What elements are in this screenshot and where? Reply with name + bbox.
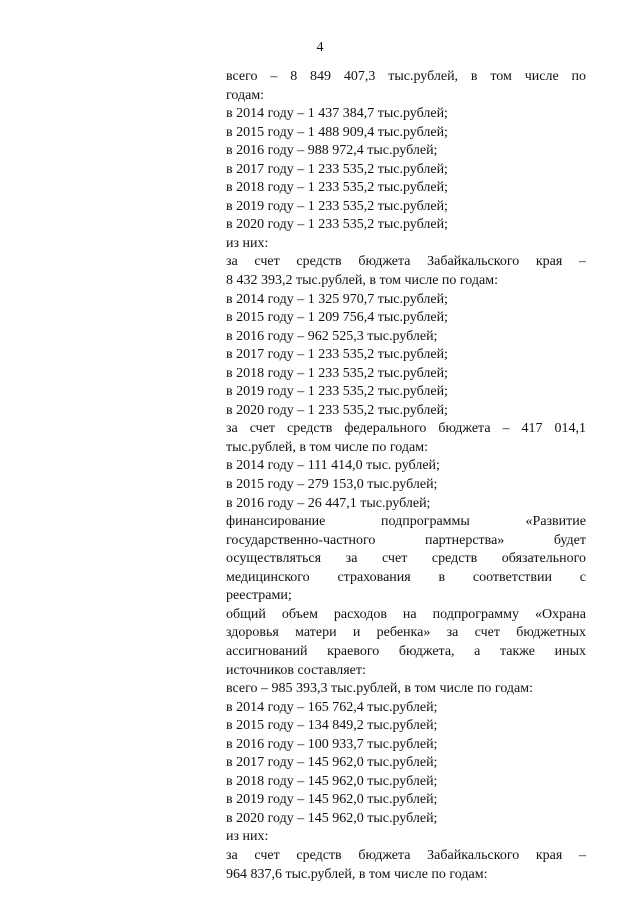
text-line: ассигнований краевого бюджета, а также иных [226,643,586,659]
text-line: за счет средств бюджета Забайкальского края – [226,847,586,863]
text-line: за счет средств бюджета Забайкальского края – [226,254,586,270]
text-line: осуществляться за счет средств обязательного [226,551,586,567]
text-line: в 2014 году – 1 437 384,7 тыс.рублей; [226,106,448,122]
text-line: медицинского страхования в соответствии с [226,569,586,585]
text-line: в 2014 году – 165 762,4 тыс.рублей; [226,699,438,715]
text-line: в 2020 году – 1 233 535,2 тыс.рублей; [226,402,448,418]
text-line: в 2014 году – 1 325 970,7 тыс.рублей; [226,291,448,307]
text-line: в 2016 году – 988 972,4 тыс.рублей; [226,143,438,159]
text-line: всего – 985 393,3 тыс.рублей, в том числе по годам: [226,681,534,697]
text-line: общий объем расходов на подпрограмму «Охрана [226,606,586,622]
text-line: в 2015 году – 279 153,0 тыс.рублей; [226,477,438,493]
text-line: в 2015 году – 1 488 909,4 тыс.рублей; [226,124,448,140]
text-line: 964 837,6 тыс.рублей, в том числе по годам: [226,866,488,882]
text-line: в 2015 году – 1 209 756,4 тыс.рублей; [226,310,448,326]
text-line: в 2016 году – 962 525,3 тыс.рублей; [226,328,438,344]
page-number: 4 [316,40,324,55]
text-line: в 2018 году – 1 233 535,2 тыс.рублей; [226,180,448,196]
text-line: в 2014 году – 111 414,0 тыс. рублей; [226,458,440,474]
text-line: в 2018 году – 1 233 535,2 тыс.рублей; [226,365,448,381]
text-line: в 2019 году – 1 233 535,2 тыс.рублей; [226,384,448,400]
text-line: из них: [226,235,269,251]
text-line: в 2015 году – 134 849,2 тыс.рублей; [226,718,438,734]
text-line: здоровья матери и ребенка» за счет бюджетных [226,625,586,641]
text-line: за счет средств федерального бюджета – 417 014,1 [226,421,586,437]
text-line: в 2019 году – 145 962,0 тыс.рублей; [226,792,438,808]
text-line: тыс.рублей, в том числе по годам: [226,439,428,455]
text-line: финансирование подпрограммы «Развитие [226,514,586,530]
text-line: в 2016 году – 26 447,1 тыс.рублей; [226,495,431,511]
text-line: в 2017 году – 1 233 535,2 тыс.рублей; [226,347,448,363]
text-line: в 2017 году – 145 962,0 тыс.рублей; [226,755,438,771]
text-line: источников составляет: [226,662,366,678]
text-line: реестрами; [226,588,292,604]
document-body [226,68,586,884]
text-line: государственно-частного партнерства» будет [226,532,586,548]
text-line: в 2020 году – 1 233 535,2 тыс.рублей; [226,217,448,233]
text-line: всего – 8 849 407,3 тыс.рублей, в том числе по [226,69,586,84]
text-line: в 2018 году – 145 962,0 тыс.рублей; [226,773,438,789]
text-line: в 2019 году – 1 233 535,2 тыс.рублей; [226,198,448,214]
text-line: в 2017 году – 1 233 535,2 тыс.рублей; [226,161,448,177]
text-line: в 2020 году – 145 962,0 тыс.рублей; [226,810,438,826]
text-line: из них: [226,829,269,845]
text-line: годам: [226,87,265,103]
text-line: 8 432 393,2 тыс.рублей, в том числе по годам: [226,273,498,289]
text-line: в 2016 году – 100 933,7 тыс.рублей; [226,736,438,752]
